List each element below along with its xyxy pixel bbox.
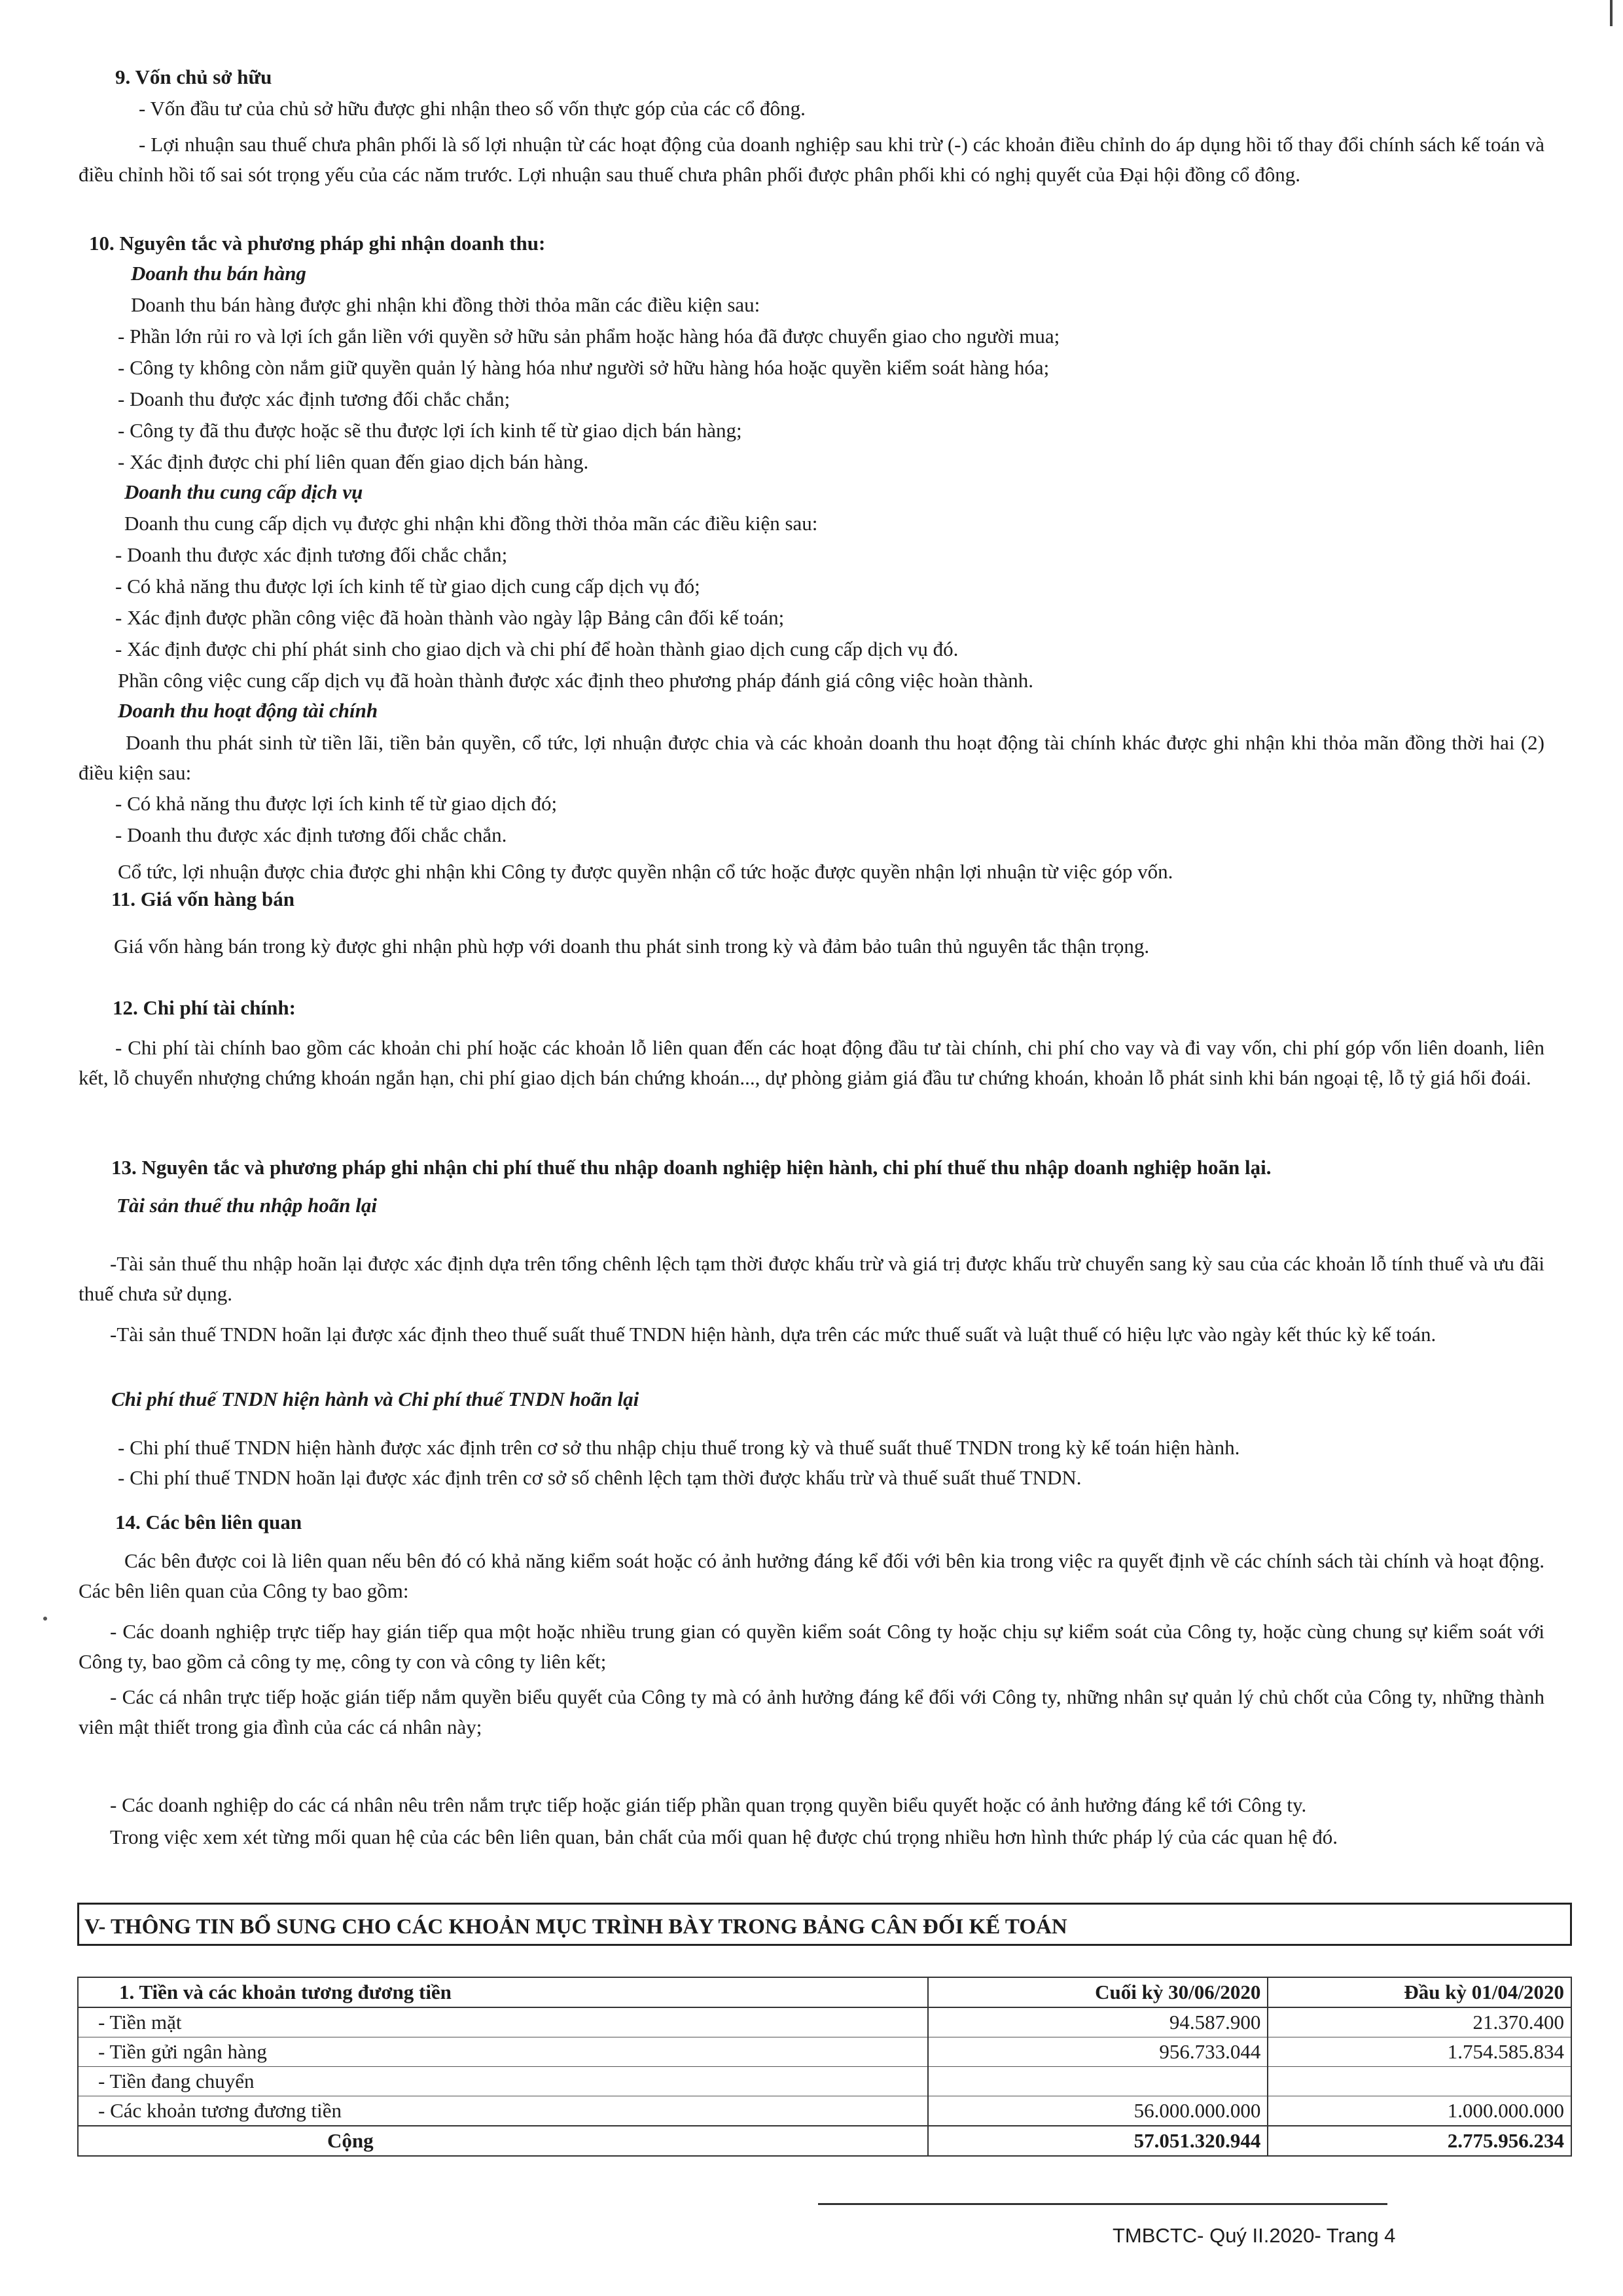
section-12-paragraph: - Chi phí tài chính bao gồm các khoản chi phí hoặc các khoản lỗ liên quan đến các hoạt động đầu tư tài chính, chi phí cho vay và đi vay vốn, chi phí góp vốn liên doanh, liên kết, lỗ chuyển nhượng chứng khoán ngắn hạn, chi phí giao dịch bán chứng khoán..., dự phòng giảm giá đầu tư chứng khoán, khoản lỗ phát sinh khi bán ngoại tệ, lỗ tỷ giá hối đoái. [79, 1036, 1544, 1089]
financial-note: Cổ tức, lợi nhuận được chia được ghi nhận khi Công ty được quyền nhận cổ tức hoặc được quyền nhận lợi nhuận từ việc góp vốn. [118, 860, 1173, 883]
row-label: - Tiền mặt [78, 2007, 928, 2037]
section-14-paragraph-1: Các bên được coi là liên quan nếu bên đó có khả năng kiểm soát hoặc có ảnh hưởng đáng kể đối với bên kia trong việc ra quyết định về các chính sách tài chính và hoạt động. Các bên liên quan của Công ty bao gồm: [79, 1549, 1544, 1602]
table-row [78, 2037, 1571, 2067]
section-13-heading: 13. Nguyên tắc và phương pháp ghi nhận chi phí thuế thu nhập doanh nghiệp hiện hành, chi phí thuế thu nhập doanh nghiệp hoãn lại. [111, 1156, 1272, 1179]
sales-condition-4: - Công ty đã thu được hoặc sẽ thu được lợi ích kinh tế từ giao dịch bán hàng; [118, 419, 742, 442]
table-header-row [78, 1977, 1571, 2007]
section-13-paragraph-3: - Chi phí thuế TNDN hiện hành được xác định trên cơ sở thu nhập chịu thuế trong kỳ và thuế suất thuế TNDN trong kỳ kế toán hiện hành. [118, 1436, 1240, 1459]
section-14-paragraph-2: - Các doanh nghiệp trực tiếp hay gián tiếp qua một hoặc nhiều trung gian có quyền kiểm soát Công ty hoặc chịu sự kiểm soát của Công ty, hoặc cùng chung sự kiểm soát với Công ty, bao gồm cả công ty mẹ, công ty con và công ty liên kết; [79, 1620, 1544, 1673]
service-revenue-title: Doanh thu cung cấp dịch vụ [124, 480, 363, 503]
sales-condition-2: - Công ty không còn nắm giữ quyền quản lý hàng hóa như người sở hữu hàng hóa hoặc quyền kiểm soát hàng hóa; [118, 356, 1050, 379]
row-end-value [928, 2067, 1268, 2096]
service-note: Phần công việc cung cấp dịch vụ đã hoàn thành được xác định theo phương pháp đánh giá công việc hoàn thành. [118, 669, 1033, 692]
table-header-item: 1. Tiền và các khoản tương đương tiền [78, 1977, 928, 2007]
financial-condition-2: - Doanh thu được xác định tương đối chắc chắn. [115, 823, 507, 846]
table-total-row [78, 2126, 1571, 2156]
financial-condition-1: - Có khả năng thu được lợi ích kinh tế từ giao dịch đó; [115, 792, 558, 815]
table-row [78, 2067, 1571, 2096]
section-14-heading: 14. Các bên liên quan [115, 1511, 302, 1534]
row-begin-value: 21.370.400 [1268, 2007, 1571, 2037]
row-begin-value [1268, 2067, 1571, 2096]
sales-condition-1: - Phần lớn rủi ro và lợi ích gắn liền với quyền sở hữu sản phẩm hoặc hàng hóa đã được chuyển giao cho người mua; [118, 325, 1060, 348]
section-12-heading: 12. Chi phí tài chính: [113, 996, 296, 1019]
deferred-tax-asset-title: Tài sản thuế thu nhập hoãn lại [116, 1194, 377, 1217]
section-9-paragraph-2: - Lợi nhuận sau thuế chưa phân phối là số lợi nhuận từ các hoạt động của doanh nghiệp sau khi trừ (-) các khoản điều chỉnh do áp dụng hồi tố thay đổi chính sách kế toán và điều chỉnh hồi tố sai sót trọng yếu của các năm trước. Lợi nhuận sau thuế chưa phân phối được phân phối khi có nghị quyết của Đại hội đồng cổ đông. [79, 133, 1544, 186]
table-row [78, 2096, 1571, 2126]
scan-edge-mark [1610, 0, 1613, 26]
section-9-paragraph-1: - Vốn đầu tư của chủ sở hữu được ghi nhận theo số vốn thực góp của các cổ đông. [139, 97, 806, 120]
page-footer: TMBCTC- Quý II.2020- Trang 4 [1113, 2224, 1396, 2247]
row-end-value: 956.733.044 [928, 2037, 1268, 2067]
service-condition-4: - Xác định được chi phí phát sinh cho giao dịch và chi phí để hoàn thành giao dịch cung cấp dịch vụ đó. [115, 637, 959, 660]
sales-revenue-title: Doanh thu bán hàng [131, 262, 306, 285]
service-condition-2: - Có khả năng thu được lợi ích kinh tế từ giao dịch cung cấp dịch vụ đó; [115, 575, 700, 598]
financial-revenue-title: Doanh thu hoạt động tài chính [118, 699, 378, 722]
total-begin-value: 2.775.956.234 [1268, 2126, 1571, 2156]
section-14-paragraph-4: - Các doanh nghiệp do các cá nhân nêu trên nắm trực tiếp hoặc gián tiếp phần quan trọng quyền biểu quyết hoặc có ảnh hưởng đáng kể tới Công ty. [110, 1793, 1307, 1816]
row-label: - Tiền đang chuyển [78, 2067, 928, 2096]
section-14-paragraph-5: Trong việc xem xét từng mối quan hệ của các bên liên quan, bản chất của mối quan hệ được chú trọng nhiều hơn hình thức pháp lý của các quan hệ đó. [110, 1825, 1338, 1848]
service-condition-3: - Xác định được phần công việc đã hoàn thành vào ngày lập Bảng cân đối kế toán; [115, 606, 785, 629]
row-end-value: 94.587.900 [928, 2007, 1268, 2037]
row-begin-value: 1.754.585.834 [1268, 2037, 1571, 2067]
total-label: Cộng [78, 2126, 928, 2156]
financial-revenue-intro: Doanh thu phát sinh từ tiền lãi, tiền bản quyền, cổ tức, lợi nhuận được chia và các khoản doanh thu hoạt động tài chính khác được ghi nhận khi thỏa mãn đồng thời hai (2) điều kiện sau: [79, 731, 1544, 784]
row-label: - Tiền gửi ngân hàng [78, 2037, 928, 2067]
service-condition-1: - Doanh thu được xác định tương đối chắc chắn; [115, 543, 508, 566]
sales-revenue-intro: Doanh thu bán hàng được ghi nhận khi đồng thời thỏa mãn các điều kiện sau: [131, 293, 760, 316]
section-13-paragraph-1: -Tài sản thuế thu nhập hoãn lại được xác định dựa trên tổng chênh lệch tạm thời được khấu trừ và giá trị được khấu trừ chuyển sang kỳ sau của các khoản lỗ tính thuế và ưu đãi thuế chưa sử dụng. [79, 1252, 1544, 1305]
table-header-begin-period: Đầu kỳ 01/04/2020 [1268, 1977, 1571, 2007]
sales-condition-3: - Doanh thu được xác định tương đối chắc chắn; [118, 387, 510, 410]
row-begin-value: 1.000.000.000 [1268, 2096, 1571, 2126]
section-v-title-box [77, 1903, 1572, 1946]
table-header-end-period: Cuối kỳ 30/06/2020 [928, 1977, 1268, 2007]
service-revenue-intro: Doanh thu cung cấp dịch vụ được ghi nhận khi đồng thời thỏa mãn các điều kiện sau: [124, 512, 818, 535]
section-10-heading: 10. Nguyên tắc và phương pháp ghi nhận doanh thu: [89, 232, 546, 255]
footer-rule [818, 2203, 1387, 2205]
section-14-paragraph-3: - Các cá nhân trực tiếp hoặc gián tiếp nắm quyền biểu quyết của Công ty mà có ảnh hưởng đáng kể đối với Công ty, những nhân sự quản lý chủ chốt của Công ty, những thành viên mật thiết trong gia đình của các cá nhân này; [79, 1685, 1544, 1738]
section-13-paragraph-4: - Chi phí thuế TNDN hoãn lại được xác định trên cơ sở số chênh lệch tạm thời được khấu trừ và thuế suất thuế TNDN. [118, 1466, 1082, 1489]
tax-expense-title: Chi phí thuế TNDN hiện hành và Chi phí thuế TNDN hoãn lại [111, 1388, 639, 1410]
cash-equivalents-table [77, 1977, 1572, 2157]
section-13-paragraph-2: -Tài sản thuế TNDN hoãn lại được xác định theo thuế suất thuế TNDN hiện hành, dựa trên các mức thuế suất và luật thuế có hiệu lực vào ngày kết thúc kỳ kế toán. [110, 1323, 1436, 1346]
row-label: - Các khoản tương đương tiền [78, 2096, 928, 2126]
section-11-heading: 11. Giá vốn hàng bán [111, 888, 294, 910]
section-9-heading: 9. Vốn chủ sở hữu [115, 65, 272, 88]
scan-speck [43, 1617, 47, 1621]
sales-condition-5: - Xác định được chi phí liên quan đến giao dịch bán hàng. [118, 450, 589, 473]
table-row [78, 2007, 1571, 2037]
section-v-title: V- THÔNG TIN BỔ SUNG CHO CÁC KHOẢN MỤC TRÌNH BÀY TRONG BẢNG CÂN ĐỐI KẾ TOÁN [84, 1915, 1067, 1939]
row-end-value: 56.000.000.000 [928, 2096, 1268, 2126]
section-11-paragraph: Giá vốn hàng bán trong kỳ được ghi nhận phù hợp với doanh thu phát sinh trong kỳ và đảm bảo tuân thủ nguyên tắc thận trọng. [114, 935, 1150, 958]
total-end-value: 57.051.320.944 [928, 2126, 1268, 2156]
